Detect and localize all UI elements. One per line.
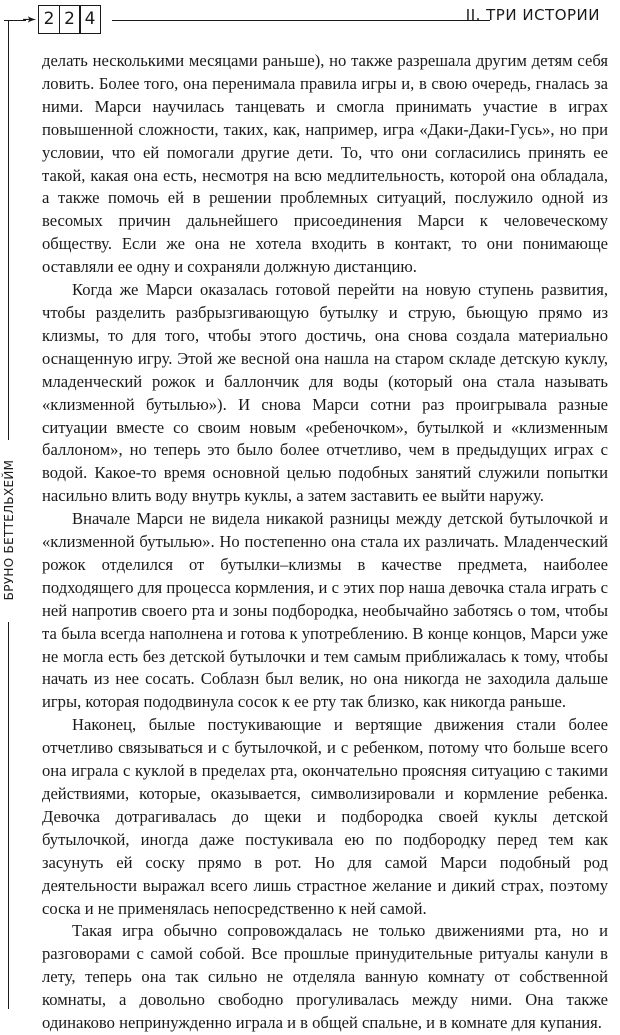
side-rule [8, 622, 9, 1009]
running-title: II. ТРИ ИСТОРИИ [465, 6, 600, 24]
side-rule [8, 20, 9, 440]
page-number-digit: 2 [59, 5, 81, 34]
paragraph: Когда же Марси оказалась готовой перейти на новую ступень развития, чтобы разделить разбрызгивающую бутылку и струю, бьющую прямо из клизмы, то для того, чтобы этого достичь, она снова создала материально оснащенную игру. Этой же весной она нашла на старом складе детскую куклу, младенческий рожок и баллончик для воды (который она стала называть «клизменной бутылью»). И снова Марси сотни раз проигрывала разные ситуации вместе со своим новым «ребеночком», бутылкой и «клизменным баллоном», но теперь это было более отчетливо, чем в предыдущих играх с водой. Какое-то время основной целью подобных занятий служили попытки насильно влить воду внутрь куклы, а затем заставить ее выйти наружу. [42, 280, 608, 506]
page-header [0, 0, 620, 40]
body-text [42, 50, 608, 1035]
author-name: БРУНО БЕТТЕЛЬХЕЙМ [2, 459, 16, 601]
header-rule [112, 20, 490, 21]
arrow-right-icon: ➛ [22, 9, 38, 30]
paragraph: делать несколькими месяцами раньше), но также разрешала другим детям себя ловить. Более того, она перенимала правила игры и, в свою очередь, гналась за ними. Марси научилась танцевать и смогла принимать участие в играх повышенной сложности, таких, как, например, игра «Даки-Даки-Гусь», но при условии, что ей помогали другие дети. То, что они согласились принять ее такой, какая она есть, несмотря на всю медлительность, которой она обладала, а также помочь ей в решении проблемных ситуаций, послужило одной из весомых причин дальнейшего присоединения Марси к человеческому обществу. Если же она не хотела входить в контакт, то они понимающе оставляли ее одну и сохраняли должную дистанцию. [42, 51, 608, 277]
paragraph: Такая игра обычно сопровождалась не только движениями рта, но и разговорами с самой собой. Все прошлые принудительные ритуалы канули в лету, теперь она так сильно не отделяла ванную комнату от собственной комнаты, а довольно свободно прогуливалась между ними. Она также одинаково непринужденно играла и в общей спальне, и в комнате для купания. [42, 921, 608, 1033]
page-number-digit: 2 [38, 5, 60, 34]
paragraph: Вначале Марси не видела никакой разницы между детской бутылочкой и «клизменной бутылью». Но постепенно она стала их различать. Младенческий рожок отделился от бутылки–клизмы в качестве предмета, наиболее подходящего для процесса кормления, и с этих пор наша девочка стала играть с ней напротив своего рта и зоны подбородка, необычайно заботясь о том, чтобы та была всегда наполнена и готова к употреблению. В конце концов, Марси уже не могла есть без детской бутылочки и тем самым приближалась к тому, чтобы начать из нее сосать. Соблазн был велик, но она никогда не заходила дальше игры, которая пододвинула сосок к ее рту так близко, как никогда раньше. [42, 509, 608, 712]
page-number [38, 5, 100, 34]
page-number-digit: 4 [79, 5, 101, 34]
paragraph: Наконец, былые постукивающие и вертящие движения стали более отчетливо связываться и с бутылочкой, и с ребенком, потому что больше всего она играла с куклой в пределах рта, окончательно проясняя ситуацию с такими действиями, которые, оказывается, символизировали и кормление ребенка. Девочка дотрагивалась до щеки и подбородка своей куклы детской бутылочкой, иногда даже постукивала ею по подбородку перед тем как засунуть ей соску прямо в рот. Но для самой Марси подобный род деятельности выражал всего лишь страстное желание и дикий страх, поэтому соска и не применялась непосредственно к ней самой. [42, 715, 608, 918]
